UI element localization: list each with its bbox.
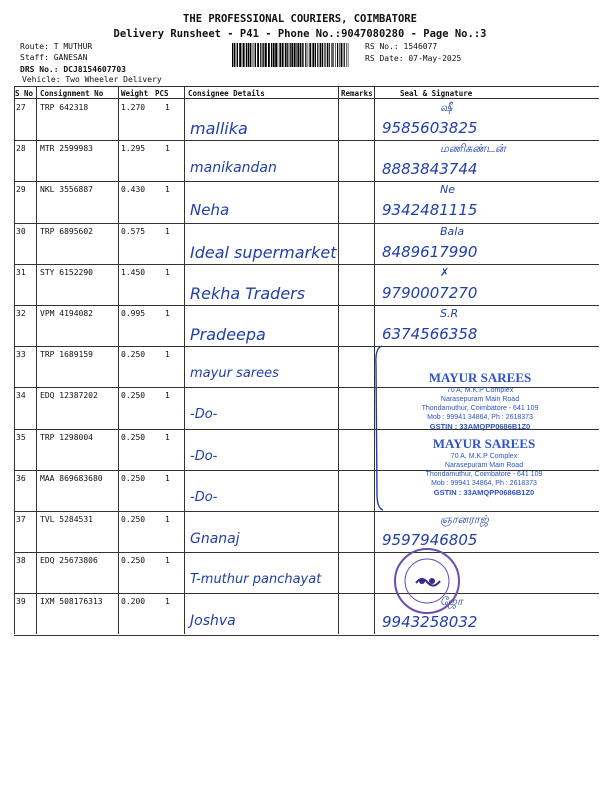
- row-consignee-handwritten: -Do-: [190, 489, 218, 505]
- row-sno: 33: [16, 350, 26, 360]
- row-rule: [14, 305, 599, 306]
- rs-date: RS Date: 07-May-2025: [365, 54, 462, 63]
- row-rule: [14, 346, 599, 347]
- col-divider: [14, 86, 15, 634]
- row-pcs: 1: [165, 556, 170, 566]
- route-label: Route: T MUTHUR: [20, 42, 93, 51]
- row-pcs: 1: [165, 391, 170, 401]
- row-sno: 37: [16, 515, 26, 524]
- table-top-rule: [14, 86, 599, 87]
- staff-label: Staff: GANESAN: [20, 53, 88, 62]
- row-phone-handwritten: 9943258032: [382, 613, 478, 632]
- row-sno: 39: [16, 597, 26, 607]
- row-consignee-handwritten: -Do-: [190, 448, 218, 464]
- row-phone-handwritten: 8883843744: [382, 160, 478, 179]
- col-weight-header: Weight: [121, 89, 149, 98]
- row-consignee-handwritten: Pradeepa: [190, 325, 266, 344]
- row-weight: 0.250: [121, 556, 146, 566]
- row-pcs: 1: [165, 309, 170, 318]
- row-pcs: 1: [165, 473, 170, 483]
- row-consignment-no: TRP 6895602: [40, 226, 93, 236]
- row-sno: 28: [16, 144, 26, 154]
- row-consignee-handwritten: mayur sarees: [190, 366, 279, 382]
- table-header-rule: [14, 98, 599, 99]
- barcode-icon: [232, 43, 350, 67]
- row-consignment-no: EDQ 12387202: [40, 391, 98, 401]
- row-signature: Bala: [440, 224, 465, 238]
- col-consignee-header: Consignee Details: [188, 89, 265, 98]
- row-weight: 0.250: [121, 473, 146, 483]
- row-consignee-handwritten: mallika: [190, 119, 248, 138]
- runsheet-subtitle: Delivery Runsheet - P41 - Phone No.:9047080280 - Page No.:3: [113, 28, 487, 40]
- row-weight: 0.200: [121, 597, 146, 607]
- row-consignment-no: MTR 2599983: [40, 144, 93, 154]
- row-pcs: 1: [165, 144, 170, 154]
- row-weight: 0.250: [121, 391, 146, 401]
- row-consignee-handwritten: Gnanaj: [190, 531, 240, 547]
- row-consignment-no: TRP 1689159: [40, 350, 93, 360]
- row-consignee-handwritten: Neha: [190, 201, 230, 220]
- row-consignment-no: TRP 642318: [40, 103, 89, 112]
- row-signature: ஞானராஜ்: [440, 513, 489, 526]
- row-sno: 35: [16, 432, 26, 442]
- row-rule: [14, 264, 599, 265]
- row-rule: [14, 181, 599, 182]
- row-sno: 31: [16, 267, 26, 277]
- row-signature: மணிகண்டன்: [440, 142, 506, 156]
- row-consignee-handwritten: Joshva: [190, 613, 236, 630]
- col-divider: [338, 86, 339, 634]
- col-divider: [184, 86, 185, 634]
- col-divider: [118, 86, 119, 634]
- row-phone-handwritten: 6374566358: [382, 325, 478, 343]
- panchayat-seal-icon: [388, 547, 466, 615]
- row-sno: 29: [16, 185, 26, 195]
- col-pcs-header: PCS: [155, 89, 169, 98]
- row-weight: 0.575: [121, 226, 146, 236]
- row-weight: 1.270: [121, 103, 146, 112]
- row-signature: ஜோ: [440, 595, 463, 609]
- row-consignee-handwritten: Ideal supermarket: [190, 242, 337, 262]
- company-title: THE PROFESSIONAL COURIERS, COIMBATORE: [183, 13, 417, 25]
- row-weight: 0.250: [121, 350, 146, 360]
- row-signature: ஷீ: [440, 101, 453, 114]
- mayur-sarees-stamp: MAYUR SAREES 70 A, M.K.P Complex Narasepuram Main Road Thondamuthur, Coimbatore - 641 109 Mob : 99941 34864, Ph : 2618373 GSTIN : 33AMQPP0686B1Z0: [421, 370, 539, 431]
- row-pcs: 1: [165, 515, 170, 524]
- row-consignee-handwritten: manikandan: [190, 160, 277, 177]
- row-consignment-no: VPM 4194082: [40, 309, 93, 318]
- row-weight: 1.450: [121, 267, 146, 277]
- row-pcs: 1: [165, 432, 170, 442]
- row-weight: 1.295: [121, 144, 146, 154]
- row-sno: 38: [16, 556, 26, 566]
- row-consignment-no: TRP 1298004: [40, 432, 93, 442]
- row-consignment-no: NKL 3556887: [40, 185, 93, 195]
- row-consignment-no: IXM 508176313: [40, 597, 103, 607]
- col-seal-header: Seal & Signature: [400, 89, 473, 98]
- row-phone-handwritten: 9342481115: [382, 201, 478, 220]
- row-rule: [14, 593, 599, 594]
- row-rule: [14, 552, 599, 553]
- row-consignment-no: TVL 5284531: [40, 515, 93, 524]
- row-sno: 27: [16, 103, 26, 112]
- row-signature: S.R: [440, 307, 459, 320]
- row-phone-handwritten: 9790007270: [382, 283, 478, 302]
- row-consignee-handwritten: T-muthur panchayat: [190, 572, 322, 588]
- vehicle-label: Vehicle: Two Wheeler Delivery: [22, 75, 162, 84]
- row-consignment-no: STY 6152290: [40, 267, 93, 277]
- row-rule: [14, 511, 599, 512]
- group-bracket-icon: [372, 344, 384, 512]
- drs-number: DRS No.: DCJ8154607703: [20, 65, 126, 74]
- col-sno-header: S No: [15, 89, 34, 98]
- row-pcs: 1: [165, 185, 170, 195]
- row-pcs: 1: [165, 597, 170, 607]
- row-phone-handwritten: 9585603825: [382, 119, 478, 137]
- row-signature: Ne: [440, 183, 455, 197]
- row-phone-handwritten: 8489617990: [382, 242, 478, 261]
- row-pcs: 1: [165, 267, 170, 277]
- row-weight: 0.430: [121, 185, 146, 195]
- row-consignment-no: EDQ 25673806: [40, 556, 98, 566]
- row-weight: 0.995: [121, 309, 146, 318]
- table-bottom-rule: [14, 635, 599, 636]
- row-sno: 30: [16, 226, 26, 236]
- row-sno: 34: [16, 391, 26, 401]
- row-signature: ✗: [440, 265, 450, 279]
- row-consignee-handwritten: Rekha Traders: [190, 283, 306, 303]
- row-rule: [14, 140, 599, 141]
- col-consignment-header: Consignment No: [40, 89, 104, 98]
- row-sno: 36: [16, 473, 26, 483]
- row-weight: 0.250: [121, 432, 146, 442]
- col-remarks-header: Remarks: [341, 89, 373, 98]
- mayur-sarees-stamp: MAYUR SAREES 70 A, M.K.P Complex Narasepuram Main Road Thondamuthur, Coimbatore - 641 109 Mob : 99941 34864, Ph : 2618373 GSTIN : 33AMQPP0686B1Z0: [425, 436, 543, 497]
- row-phone-handwritten: 9597946805: [382, 531, 478, 549]
- row-pcs: 1: [165, 226, 170, 236]
- row-sno: 32: [16, 309, 26, 318]
- row-rule: [14, 223, 599, 224]
- row-consignment-no: MAA 869683680: [40, 473, 103, 483]
- row-pcs: 1: [165, 350, 170, 360]
- row-weight: 0.250: [121, 515, 146, 524]
- row-pcs: 1: [165, 103, 170, 112]
- rs-number: RS No.: 1546077: [365, 42, 438, 51]
- row-consignee-handwritten: -Do-: [190, 407, 218, 423]
- col-divider: [36, 86, 37, 634]
